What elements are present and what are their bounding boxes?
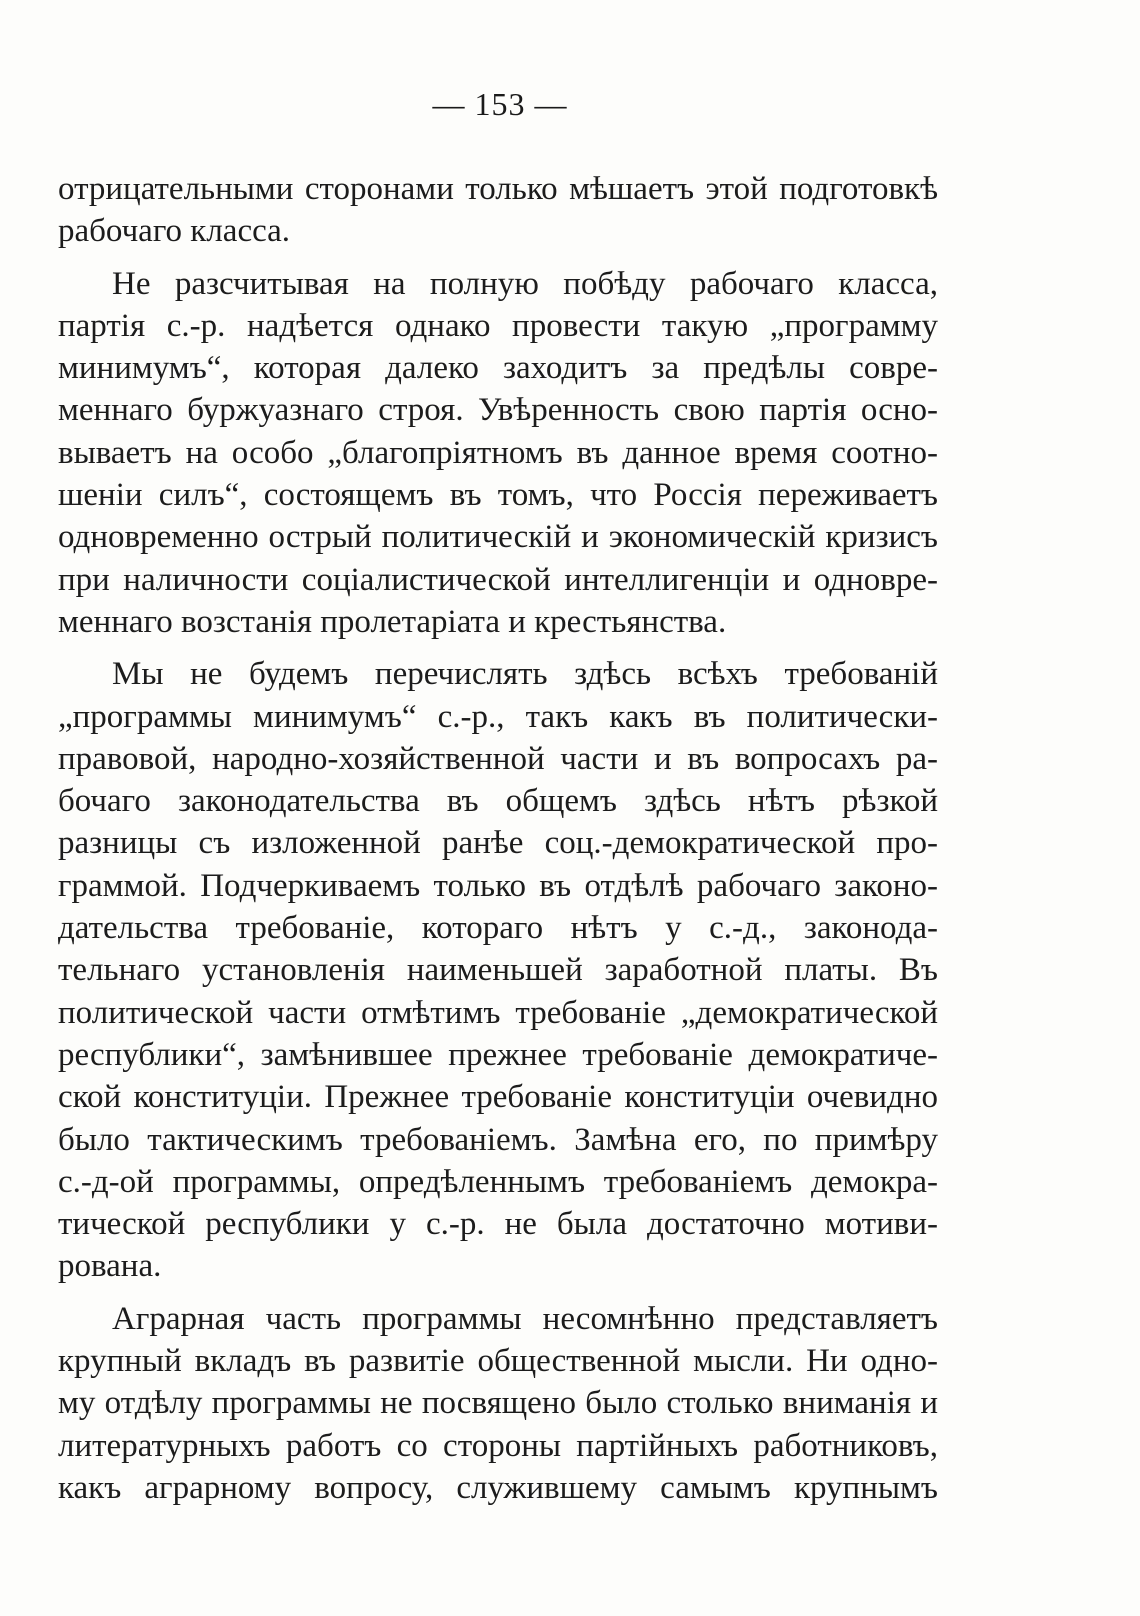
text-line: вываетъ на особо „благопріятномъ въ данное время соотно- <box>58 434 938 471</box>
paragraph <box>58 263 938 644</box>
text-line: правовой, народно-хозяйственной части и въ вопросахъ ра- <box>58 740 938 777</box>
text-line: граммой. Подчеркиваемъ только въ отдѣлѣ рабочаго законо- <box>58 867 938 904</box>
text-line: партія с.-р. надѣется однако провести такую „программу <box>58 307 938 344</box>
text-line: рабочаго класса. <box>58 213 291 250</box>
text-line: было тактическимъ требованіемъ. Замѣна его, по примѣру <box>58 1121 938 1158</box>
text-line: республики“, замѣнившее прежнее требованіе демократиче- <box>58 1036 938 1073</box>
text-line: разницы съ изложенной ранѣе соц.-демократической про- <box>58 825 938 862</box>
text-line: при наличности соціалистической интеллигенціи и одновре- <box>58 561 938 598</box>
text-line: одновременно острый политическій и экономическій кризисъ <box>58 519 938 556</box>
paragraph <box>58 168 938 253</box>
text-line: Аграрная часть программы несомнѣнно представляетъ <box>112 1300 938 1337</box>
text-line: минимумъ“, которая далеко заходитъ за предѣлы совре- <box>58 350 938 387</box>
text-line: ской конституціи. Прежнее требованіе конституціи очевидно <box>58 1079 938 1116</box>
body-text <box>58 168 938 1509</box>
text-line: Мы не будемъ перечислять здѣсь всѣхъ требованій <box>112 656 938 693</box>
text-line: литературныхъ работъ со стороны партійныхъ работниковъ, <box>58 1427 938 1464</box>
text-line: „программы минимумъ“ с.-р., такъ какъ въ политически- <box>58 698 938 735</box>
text-line: с.-д-ой программы, опредѣленнымъ требованіемъ демокра- <box>58 1163 938 1200</box>
text-line: дательства требованіе, котораго нѣтъ у с.-д., законода- <box>58 910 938 947</box>
text-line: меннаго буржуазнаго строя. Увѣренность свою партія осно- <box>58 392 938 429</box>
text-line: Не разсчитывая на полную побѣду рабочаго класса, <box>112 265 938 302</box>
text-line: политической части отмѣтимъ требованіе „демократической <box>58 994 938 1031</box>
page-number: — 153 — <box>432 86 568 122</box>
text-line: рована. <box>58 1248 162 1285</box>
text-line: бочаго законодательства въ общемъ здѣсь нѣтъ рѣзкой <box>58 783 938 820</box>
text-line: шеніи силъ“, состоящемъ въ томъ, что Россія переживаетъ <box>58 477 938 514</box>
paragraph <box>58 653 938 1287</box>
text-line: тической республики у с.-р. не была достаточно мотиви- <box>58 1206 938 1243</box>
paragraph <box>58 1298 938 1509</box>
text-line: меннаго возстанія пролетаріата и крестьянства. <box>58 603 727 640</box>
text-line: крупный вкладъ въ развитіе общественной мысли. Ни одно- <box>58 1343 938 1380</box>
text-line: тельнаго установленія наименьшей заработной платы. Въ <box>58 952 938 989</box>
text-line: отрицательными сторонами только мѣшаетъ этой подготовкѣ <box>58 171 938 207</box>
text-line: му отдѣлу программы не посвящено было столько вниманія и <box>58 1385 938 1422</box>
text-line: какъ аграрному вопросу, служившему самымъ крупнымъ <box>58 1469 938 1506</box>
